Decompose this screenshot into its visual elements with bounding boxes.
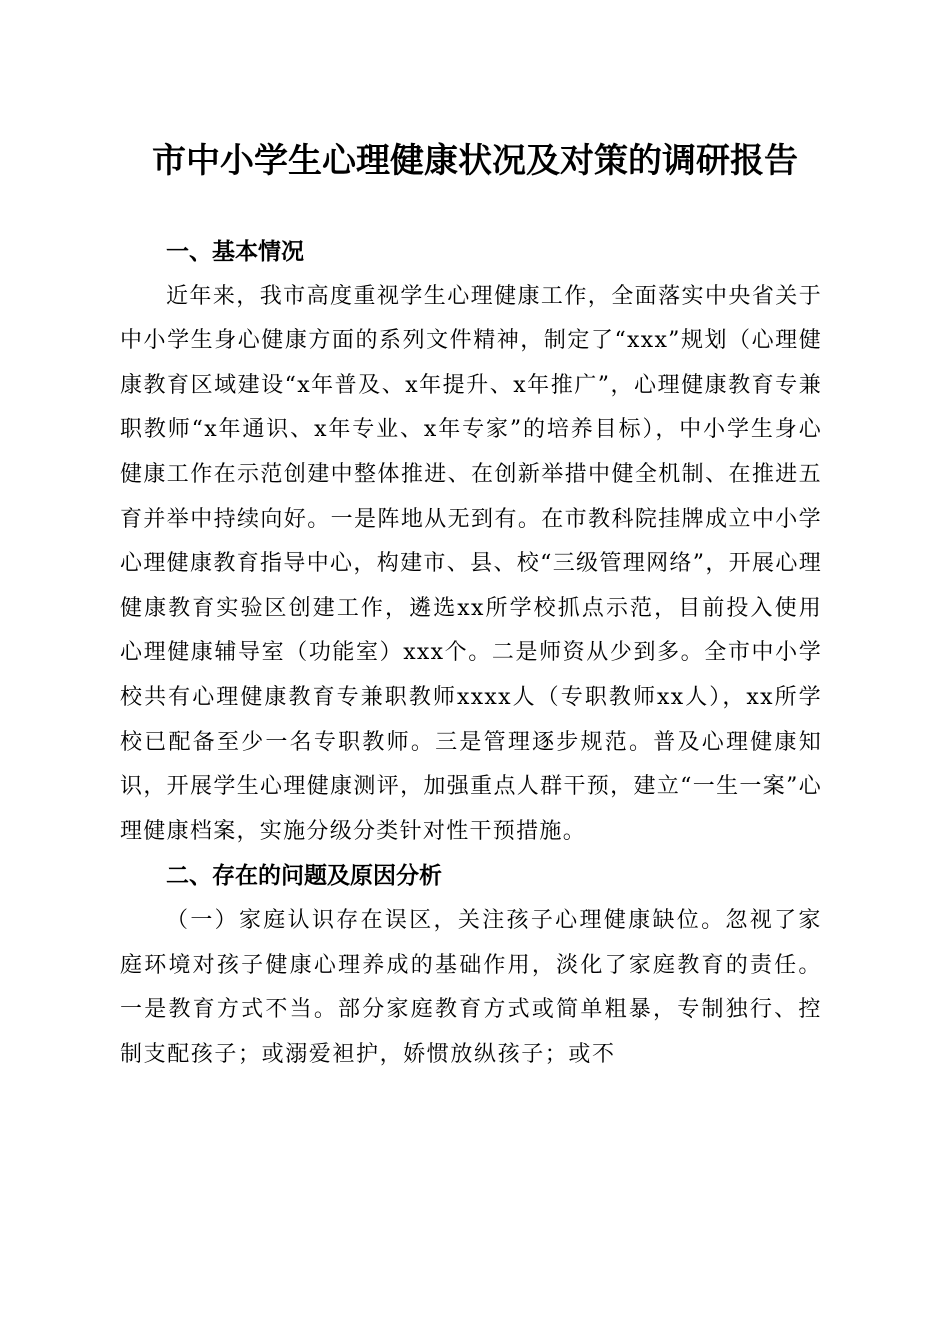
paragraph-family-awareness: （一）家庭认识存在误区，关注孩子心理健康缺位。忽视了家庭环境对孩子健康心理养成的基础作用，淡化了家庭教育的责任。一是教育方式不当。部分家庭教育方式或简单粗暴，专制独行、控制支配孩子；或溺爱袒护，娇惯放纵孩子；或不 [120,907,822,1067]
document-body [120,230,822,1077]
section-heading-basic-situation: 一、基本情况 [166,239,304,265]
paragraph-basic-situation: 近年来，我市高度重视学生心理健康工作，全面落实中央省关于中小学生身心健康方面的系列文件精神，制定了“xxx”规划（心理健康教育区域建设“x年普及、x年提升、x年推广”，心理健康教育专兼职教师“x年通识、x年专业、x年专家”的培养目标），中小学生身心健康工作在示范创建中整体推进、在创新举措中健全机制、在推进五育并举中持续向好。一是阵地从无到有。在市教科院挂牌成立中小学心理健康教育指导中心，构建市、县、校“三级管理网络”，开展心理健康教育实验区创建工作，遴选xx所学校抓点示范，目前投入使用心理健康辅导室（功能室）xxx个。二是师资从少到多。全市中小学校共有心理健康教育专兼职教师xxxx人（专职教师xx人），xx所学校已配备至少一名专职教师。三是管理逐步规范。普及心理健康知识，开展学生心理健康测评，加强重点人群干预，建立“一生一案”心理健康档案，实施分级分类针对性干预措施。 [120,283,822,844]
document-title: 市中小学生心理健康状况及对策的调研报告 [152,141,798,181]
section-heading-problems-analysis: 二、存在的问题及原因分析 [166,863,442,890]
